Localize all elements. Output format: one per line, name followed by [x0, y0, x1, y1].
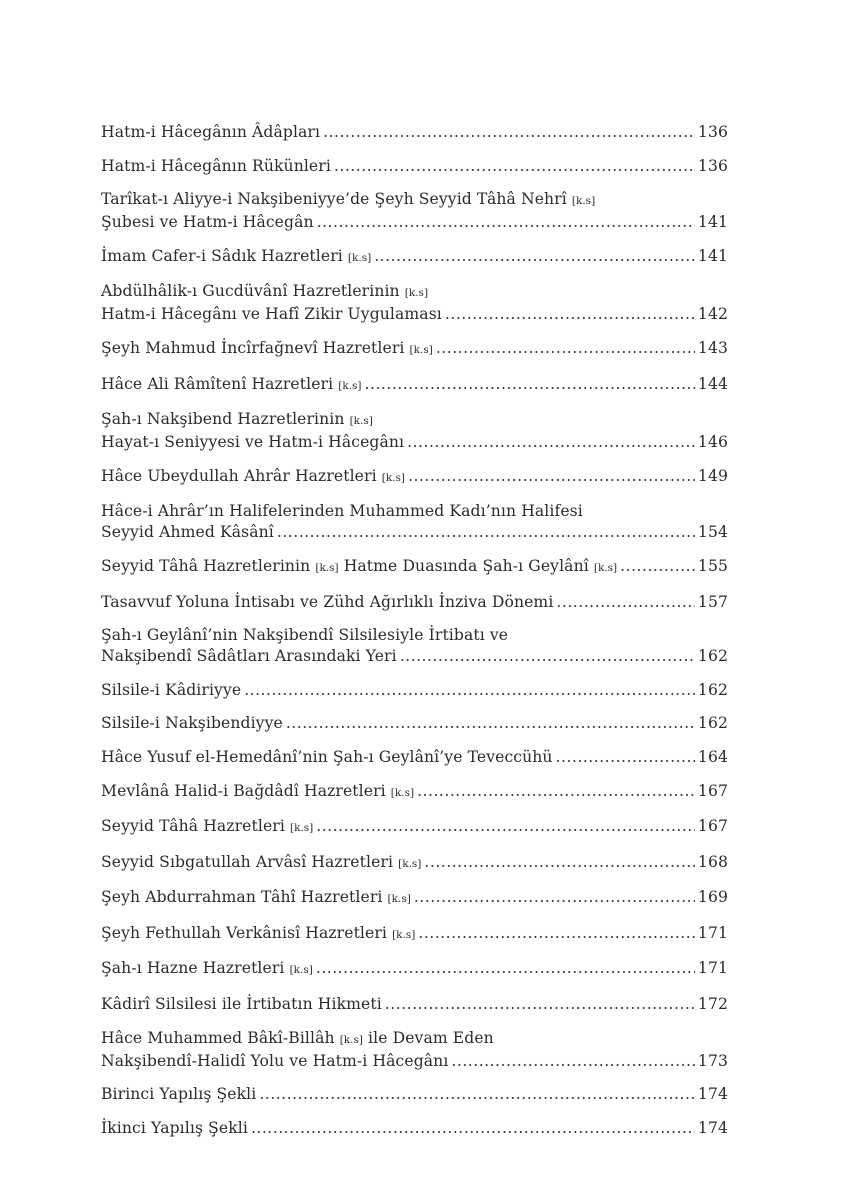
toc-entry[interactable]: [101, 556, 728, 579]
toc-entry[interactable]: [101, 466, 728, 489]
toc-entry[interactable]: [101, 189, 728, 233]
toc-entry-page: 149: [697, 466, 728, 485]
toc-entry-page: 155: [697, 556, 728, 575]
leader-dots: [259, 1084, 695, 1105]
toc-entry-page: 154: [697, 523, 728, 542]
toc-entry-title: Silsile-i Nakşibendiyye: [101, 714, 283, 733]
toc-entry[interactable]: [101, 338, 728, 361]
toc-entry-page: 173: [697, 1051, 728, 1070]
toc-entry[interactable]: [101, 281, 728, 325]
toc-entry-title: Seyyid Ahmed Kâsânî: [101, 523, 274, 542]
toc-entry[interactable]: [101, 122, 728, 143]
leader-dots: [316, 816, 695, 837]
leader-dots: [317, 212, 695, 233]
leader-dots: [374, 246, 695, 267]
toc-entry[interactable]: [101, 1118, 728, 1139]
toc-entry-page: 136: [697, 156, 728, 175]
toc-entry-title: Hatm-i Hâcegânın Rükünleri: [101, 156, 331, 175]
toc-entry[interactable]: [101, 816, 728, 839]
toc-entry-page: 162: [697, 680, 728, 699]
toc-entry-title: Hatm-i Hâcegânı ve Hafî Zikir Uygulaması: [101, 305, 442, 324]
toc-entry[interactable]: [101, 374, 728, 397]
toc-entry-title-line1: Şah-ı Geylânî’nin Nakşibendî Silsilesiyle İrtibatı ve: [101, 626, 509, 645]
toc-entry-title: Şeyh Abdurrahman Tâhî Hazretleri [k.s]: [101, 888, 411, 907]
leader-dots: [316, 958, 695, 979]
toc-entry-title: Nakşibendî-Halidî Yolu ve Hatm-i Hâcegânı: [101, 1051, 449, 1070]
toc-entry[interactable]: [101, 246, 728, 269]
leader-dots: [365, 374, 695, 395]
leader-dots: [620, 556, 695, 577]
leader-dots: [436, 338, 695, 359]
leader-dots: [414, 887, 695, 908]
toc-entry[interactable]: [101, 852, 728, 875]
leader-dots: [323, 122, 695, 143]
toc-entry[interactable]: [101, 1084, 728, 1105]
toc-entry-page: 162: [697, 647, 728, 666]
toc-entry-page: 144: [697, 374, 728, 393]
toc-entry-title: Seyyid Sıbgatullah Arvâsî Hazretleri [k.s]: [101, 852, 422, 871]
toc-entry[interactable]: [101, 958, 728, 981]
toc-entry-title: Şeyh Fethullah Verkânisî Hazretleri [k.s]: [101, 923, 416, 942]
toc-entry[interactable]: [101, 625, 728, 667]
toc-entry-page: 136: [697, 123, 728, 141]
toc-entry-page: 141: [697, 246, 728, 265]
toc-entry-title: Hâce Ubeydullah Ahrâr Hazretleri [k.s]: [101, 466, 406, 485]
leader-dots: [451, 1051, 695, 1072]
toc-entry-title-line1: Tarîkat-ı Aliyye-i Nakşibeniyye’de Şeyh Seyyid Tâhâ Nehrî [k.s]: [101, 190, 596, 209]
toc-entry-page: 157: [697, 592, 728, 611]
toc-entry-page: 167: [697, 817, 728, 836]
toc-entry-title: Silsile-i Kâdiriyye: [101, 680, 242, 699]
toc-entry-title: Seyyid Tâhâ Hazretlerinin [k.s] Hatme Duasında Şah-ı Geylânî [k.s]: [101, 556, 618, 575]
toc-entry[interactable]: [101, 409, 728, 453]
leader-dots: [556, 592, 695, 613]
leader-dots: [556, 747, 695, 768]
toc-entry-page: 162: [697, 714, 728, 733]
toc-entry-title: Birinci Yapılış Şekli: [101, 1085, 257, 1104]
toc-entry-page: 174: [697, 1118, 728, 1137]
toc-entry-title: İkinci Yapılış Şekli: [101, 1118, 248, 1137]
toc-entry[interactable]: [101, 680, 728, 701]
toc-entry[interactable]: [101, 1028, 728, 1072]
toc-entry-title: Nakşibendî Sâdâtları Arasındaki Yeri: [101, 647, 397, 666]
leader-dots: [400, 646, 695, 667]
toc-entry-title: Şah-ı Hazne Hazretleri [k.s]: [101, 959, 313, 978]
toc-entry[interactable]: [101, 887, 728, 910]
toc-entry-title: Şubesi ve Hatm-i Hâcegân: [101, 213, 314, 232]
leader-dots: [445, 304, 695, 325]
toc-entry-page: 142: [697, 305, 728, 324]
toc-entry-page: 168: [697, 852, 728, 871]
toc-entry-title: Hâce Yusuf el-Hemedânî’nin Şah-ı Geylânî’ye Teveccühü: [101, 747, 553, 766]
toc-entry[interactable]: [101, 501, 728, 543]
leader-dots: [277, 522, 695, 543]
leader-dots: [408, 466, 695, 487]
leader-dots: [385, 994, 695, 1015]
toc-entry[interactable]: [101, 592, 728, 613]
toc-entry[interactable]: [101, 994, 728, 1015]
toc-entry-title: İmam Cafer-i Sâdık Hazretleri [k.s]: [101, 246, 372, 265]
leader-dots: [244, 680, 695, 701]
toc-entry-title: Hatm-i Hâcegânın Âdâpları: [101, 123, 321, 141]
toc-entry-page: 169: [697, 888, 728, 907]
toc-entry-page: 174: [697, 1085, 728, 1104]
toc-entry-title-line1: Abdülhâlik-ı Gucdüvânî Hazretlerinin [k.s]: [101, 282, 429, 301]
toc-entry-page: 167: [697, 781, 728, 800]
toc-entry-page: 171: [697, 959, 728, 978]
leader-dots: [418, 923, 695, 944]
toc-entry-page: 141: [697, 213, 728, 232]
toc-entry-title: Hâce Ali Râmîtenî Hazretleri [k.s]: [101, 374, 362, 393]
toc-entry-page: 171: [697, 923, 728, 942]
leader-dots: [407, 432, 695, 453]
toc-entry-page: 143: [697, 338, 728, 357]
toc-entry-page: 172: [697, 995, 728, 1014]
toc-entry-title: Şeyh Mahmud İncîrfağnevî Hazretleri [k.s]: [101, 338, 433, 357]
toc-entry[interactable]: [101, 747, 728, 768]
toc-entry-page: 164: [697, 747, 728, 766]
toc-entry-page: 146: [697, 433, 728, 452]
leader-dots: [286, 713, 695, 734]
toc-entry[interactable]: [101, 713, 728, 734]
toc-entry[interactable]: [101, 781, 728, 804]
toc-entry-title-line1: Hâce-i Ahrâr’ın Halifelerinden Muhammed Kadı’nın Halifesi: [101, 502, 583, 521]
toc-entry-title: Tasavvuf Yoluna İntisabı ve Zühd Ağırlıklı İnziva Dönemi: [101, 592, 554, 611]
leader-dots: [417, 781, 695, 802]
leader-dots: [334, 156, 695, 177]
toc-entry-title: Mevlânâ Halid-i Bağdâdî Hazretleri [k.s]: [101, 781, 415, 800]
toc-entry-title-line1: Hâce Muhammed Bâkî-Billâh [k.s] ile Devam Eden: [101, 1028, 494, 1047]
table-of-contents: [101, 122, 728, 1151]
toc-entry-title: Seyyid Tâhâ Hazretleri [k.s]: [101, 817, 314, 836]
leader-dots: [251, 1118, 695, 1139]
toc-entry[interactable]: [101, 156, 728, 177]
toc-entry[interactable]: [101, 923, 728, 946]
toc-entry-title-line1: Şah-ı Nakşibend Hazretlerinin [k.s]: [101, 410, 373, 429]
toc-entry-title: Hayat-ı Seniyyesi ve Hatm-i Hâcegânı: [101, 433, 405, 452]
leader-dots: [424, 852, 695, 873]
toc-entry-title: Kâdirî Silsilesi ile İrtibatın Hikmeti: [101, 995, 382, 1014]
